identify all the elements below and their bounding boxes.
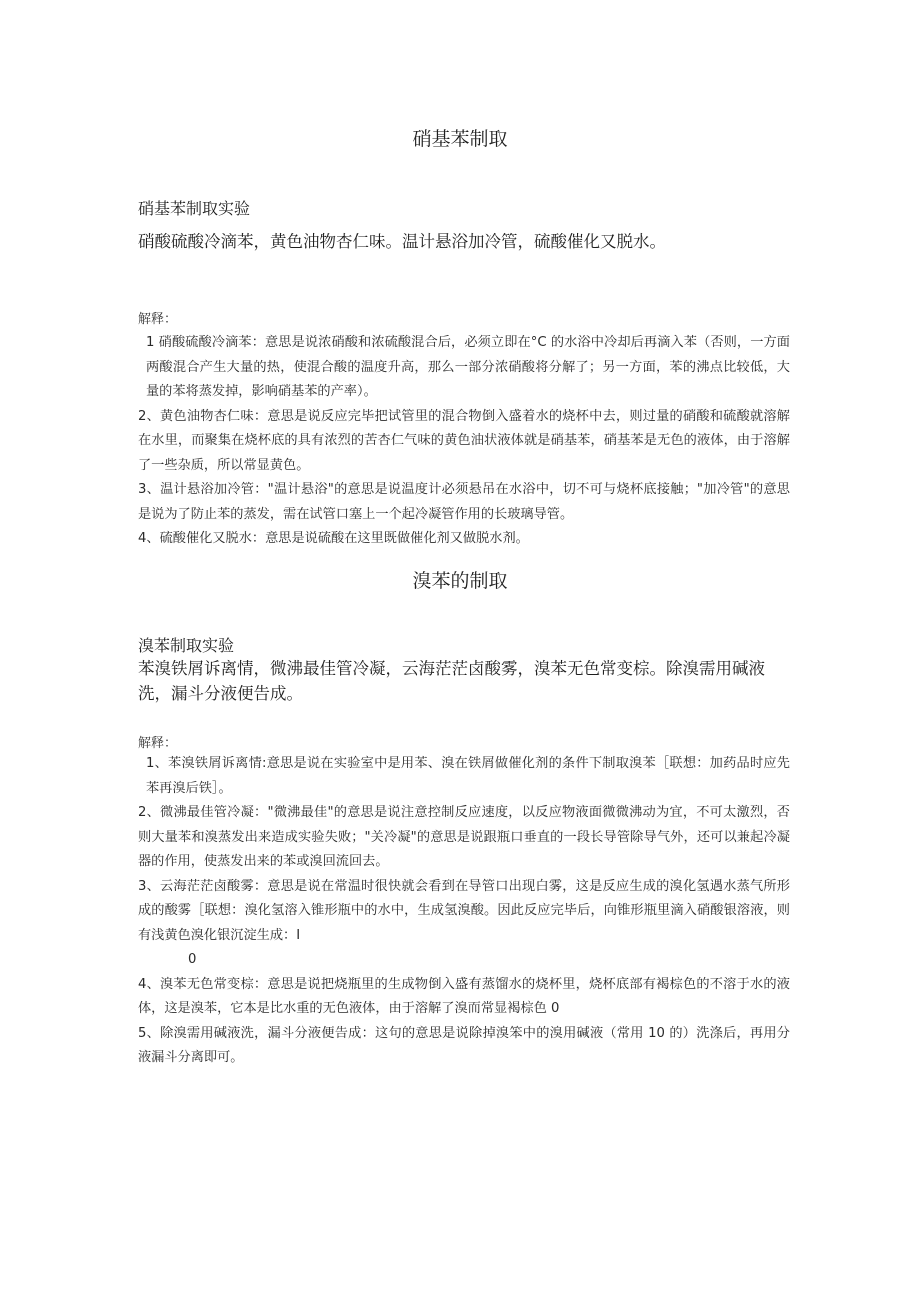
section1-mnemonic: 硝酸硫酸冷滴苯，黄色油物杏仁味。温计悬浴加冷管，硫酸催化又脱水。 bbox=[138, 232, 666, 251]
section1-title: 硝基苯制取 bbox=[412, 128, 508, 150]
section2-explanation-list bbox=[138, 752, 790, 1071]
section1-explanation-list bbox=[138, 331, 790, 552]
section2-subtitle: 溴苯制取实验 bbox=[138, 636, 235, 655]
explanation-item: 4、硫酸催化又脱水：意思是说硫酸在这里既做催化剂又做脱水剂。 bbox=[138, 531, 529, 546]
explanation-item: 3、温计悬浴加冷管："温计悬浴"的意思是说温度计必须悬吊在水浴中，切不可与烧杯底接触；"加冷管"的意思是说为了防止苯的蒸发，需在试管口塞上一个起冷凝管作用的长玻璃导管。 bbox=[138, 482, 790, 522]
section1-subtitle: 硝基苯制取实验 bbox=[138, 199, 251, 218]
section2-title: 溴苯的制取 bbox=[412, 570, 508, 592]
explanation-item: 1 硝酸硫酸冷滴苯：意思是说浓硝酸和浓硫酸混合后，必须立即在°C 的水浴中冷却后再滴入苯（否则，一方面两酸混合产生大量的热，使混合酸的温度升高，那么一部分浓硝酸将分解了；另一方面，苯的沸点比较低，大量的苯将蒸发掉，影响硝基苯的产率）。 bbox=[146, 335, 790, 399]
explanation-item: 1、苯溴铁屑诉离情:意思是说在实验室中是用苯、溴在铁屑做催化剂的条件下制取溴苯［联想：加药品时应先苯再溴后铁］。 bbox=[146, 756, 790, 796]
explanation-item: 3、云海茫茫卤酸雾：意思是说在常温时很快就会看到在导管口出现白雾，这是反应生成的溴化氢遇水蒸气所形成的酸雾［联想：溴化氢溶入锥形瓶中的水中，生成氢溴酸。因此反应完毕后，向锥形瓶里滴入硝酸银溶液，则有浅黄色溴化银沉淀生成：I bbox=[138, 878, 790, 943]
section2-explain-label: 解释： bbox=[138, 736, 178, 751]
explanation-item: 5、除溴需用碱液洗，漏斗分液便告成：这句的意思是说除掉溴笨中的溴用碱液（常用 10 的）洗涤后，再用分液漏斗分离即可。 bbox=[138, 1025, 790, 1065]
explanation-item: 2、微沸最佳管冷凝："微沸最佳"的意思是说注意控制反应速度，以反应物液面微微沸动为宜，不可太激烈，否则大量苯和溴蒸发出来造成实验失败；"关冷凝"的意思是说跟瓶口垂直的一段长导管除导气外，还可以兼起冷凝器的作用，使蒸发出来的苯或溴回流回去。 bbox=[138, 805, 790, 869]
explanation-item: 4、溴苯无色常变棕：意思是说把烧瓶里的生成物倒入盛有蒸馏水的烧杯里，烧杯底部有褐棕色的不溶于水的液体，这是溴苯，它本是比水重的无色液体，由于溶解了溴而常显褐棕色 0 bbox=[138, 976, 790, 1016]
section1-explain-label: 解释： bbox=[138, 312, 178, 327]
section2-mnemonic: 苯溴铁屑诉离情，微沸最佳管冷凝，云海茫茫卤酸雾，溴苯无色常变棕。除溴需用碱液洗，漏斗分液便告成。 bbox=[138, 659, 765, 703]
explanation-item: 0 bbox=[188, 952, 197, 967]
explanation-item: 2、黄色油物杏仁味：意思是说反应完毕把试管里的混合物倒入盛着水的烧杯中去，则过量的硝酸和硫酸就溶解在水里，而聚集在烧杯底的具有浓烈的苦杏仁气味的黄色油状液体就是硝基苯，硝基苯是无色的液体，由于溶解了一些杂质，所以常显黄色。 bbox=[138, 408, 790, 473]
